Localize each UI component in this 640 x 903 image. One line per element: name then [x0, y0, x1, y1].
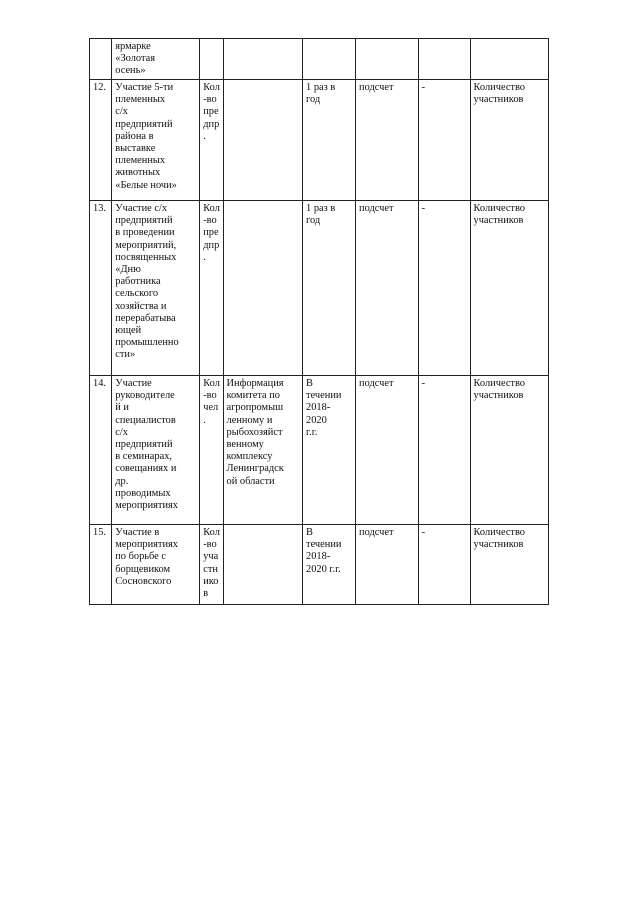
row-number: 13. — [93, 203, 106, 214]
unit-cell — [200, 376, 223, 525]
period-cell — [303, 39, 356, 80]
source-cell — [223, 39, 303, 80]
period: 1 раз в год — [306, 82, 336, 106]
responsible: - — [421, 82, 426, 93]
period: 1 раз в год — [306, 203, 336, 227]
row-number-cell — [90, 376, 112, 525]
period: В течении 2018- 2020 г.г. — [306, 378, 342, 438]
unit-cell — [200, 525, 223, 605]
source-cell — [223, 201, 303, 376]
table-row — [90, 39, 549, 80]
unit-cell — [200, 80, 223, 201]
indicator-cell — [470, 201, 549, 376]
table-row — [90, 80, 549, 201]
row-number: 12. — [93, 82, 106, 93]
row-number: 14. — [93, 378, 106, 389]
event-name: Участие с/х предприятий в проведении мероприятий, посвященных «Дню работника сельского хозяйства и перерабатыва ющей промышленно сти» — [115, 203, 179, 361]
event-name: Участие в мероприятиях по борьбе с борщевиком Сосновского — [115, 527, 178, 587]
method-cell — [356, 525, 419, 605]
unit: Кол -во пре дпр . — [203, 82, 220, 142]
source-cell — [223, 525, 303, 605]
event-name-cell — [112, 80, 200, 201]
event-name-cell — [112, 201, 200, 376]
period-cell — [303, 80, 356, 201]
unit: Кол -во пре дпр . — [203, 203, 220, 263]
event-name: Участие 5-ти племенных с/х предприятий района в выставке племенных животных «Белые ночи» — [115, 82, 177, 191]
method: подсчет — [359, 82, 394, 93]
method-cell — [356, 80, 419, 201]
indicators-table — [89, 38, 549, 605]
responsible-cell — [418, 376, 470, 525]
indicator: Количество участников — [473, 378, 525, 402]
period: В течении 2018- 2020 г.г. — [306, 527, 342, 575]
indicator: Количество участников — [473, 203, 525, 227]
event-name-cell — [112, 525, 200, 605]
period-cell — [303, 376, 356, 525]
source-cell — [223, 376, 303, 525]
responsible: - — [421, 203, 426, 214]
responsible-cell — [418, 201, 470, 376]
indicator-cell — [470, 39, 549, 80]
source: Информация комитета по агропромыш ленному и рыбохозяйст венному комплексу Ленинградск ой области — [226, 378, 284, 487]
indicator-cell — [470, 376, 549, 525]
unit: Кол -во чел. — [203, 378, 220, 426]
responsible-cell — [418, 39, 470, 80]
method: подсчет — [359, 378, 394, 389]
event-name-cell — [112, 39, 200, 80]
row-number: 15. — [93, 527, 106, 538]
table-row — [90, 201, 549, 376]
period-cell — [303, 525, 356, 605]
event-name: ярмарке «Золотая осень» — [115, 41, 156, 77]
table-row — [90, 376, 549, 525]
method-cell — [356, 376, 419, 525]
row-number-cell — [90, 39, 112, 80]
row-number-cell — [90, 80, 112, 201]
responsible-cell — [418, 525, 470, 605]
unit: Кол -во уча стн ико в — [203, 527, 220, 600]
method: подсчет — [359, 203, 394, 214]
unit-cell — [200, 39, 223, 80]
event-name: Участие руководителе й и специалистов с/х предприятий в семинарах, совещаниях и др. проводимых мероприятиях — [115, 378, 178, 512]
method-cell — [356, 201, 419, 376]
table-row — [90, 525, 549, 605]
indicator: Количество участников — [473, 82, 525, 106]
event-name-cell — [112, 376, 200, 525]
indicator-cell — [470, 80, 549, 201]
responsible-cell — [418, 80, 470, 201]
method: подсчет — [359, 527, 394, 538]
responsible: - — [421, 378, 426, 389]
row-number-cell — [90, 525, 112, 605]
source-cell — [223, 80, 303, 201]
indicator: Количество участников — [473, 527, 525, 551]
method-cell — [356, 39, 419, 80]
unit-cell — [200, 201, 223, 376]
row-number-cell — [90, 201, 112, 376]
period-cell — [303, 201, 356, 376]
indicator-cell — [470, 525, 549, 605]
responsible: - — [421, 527, 426, 538]
